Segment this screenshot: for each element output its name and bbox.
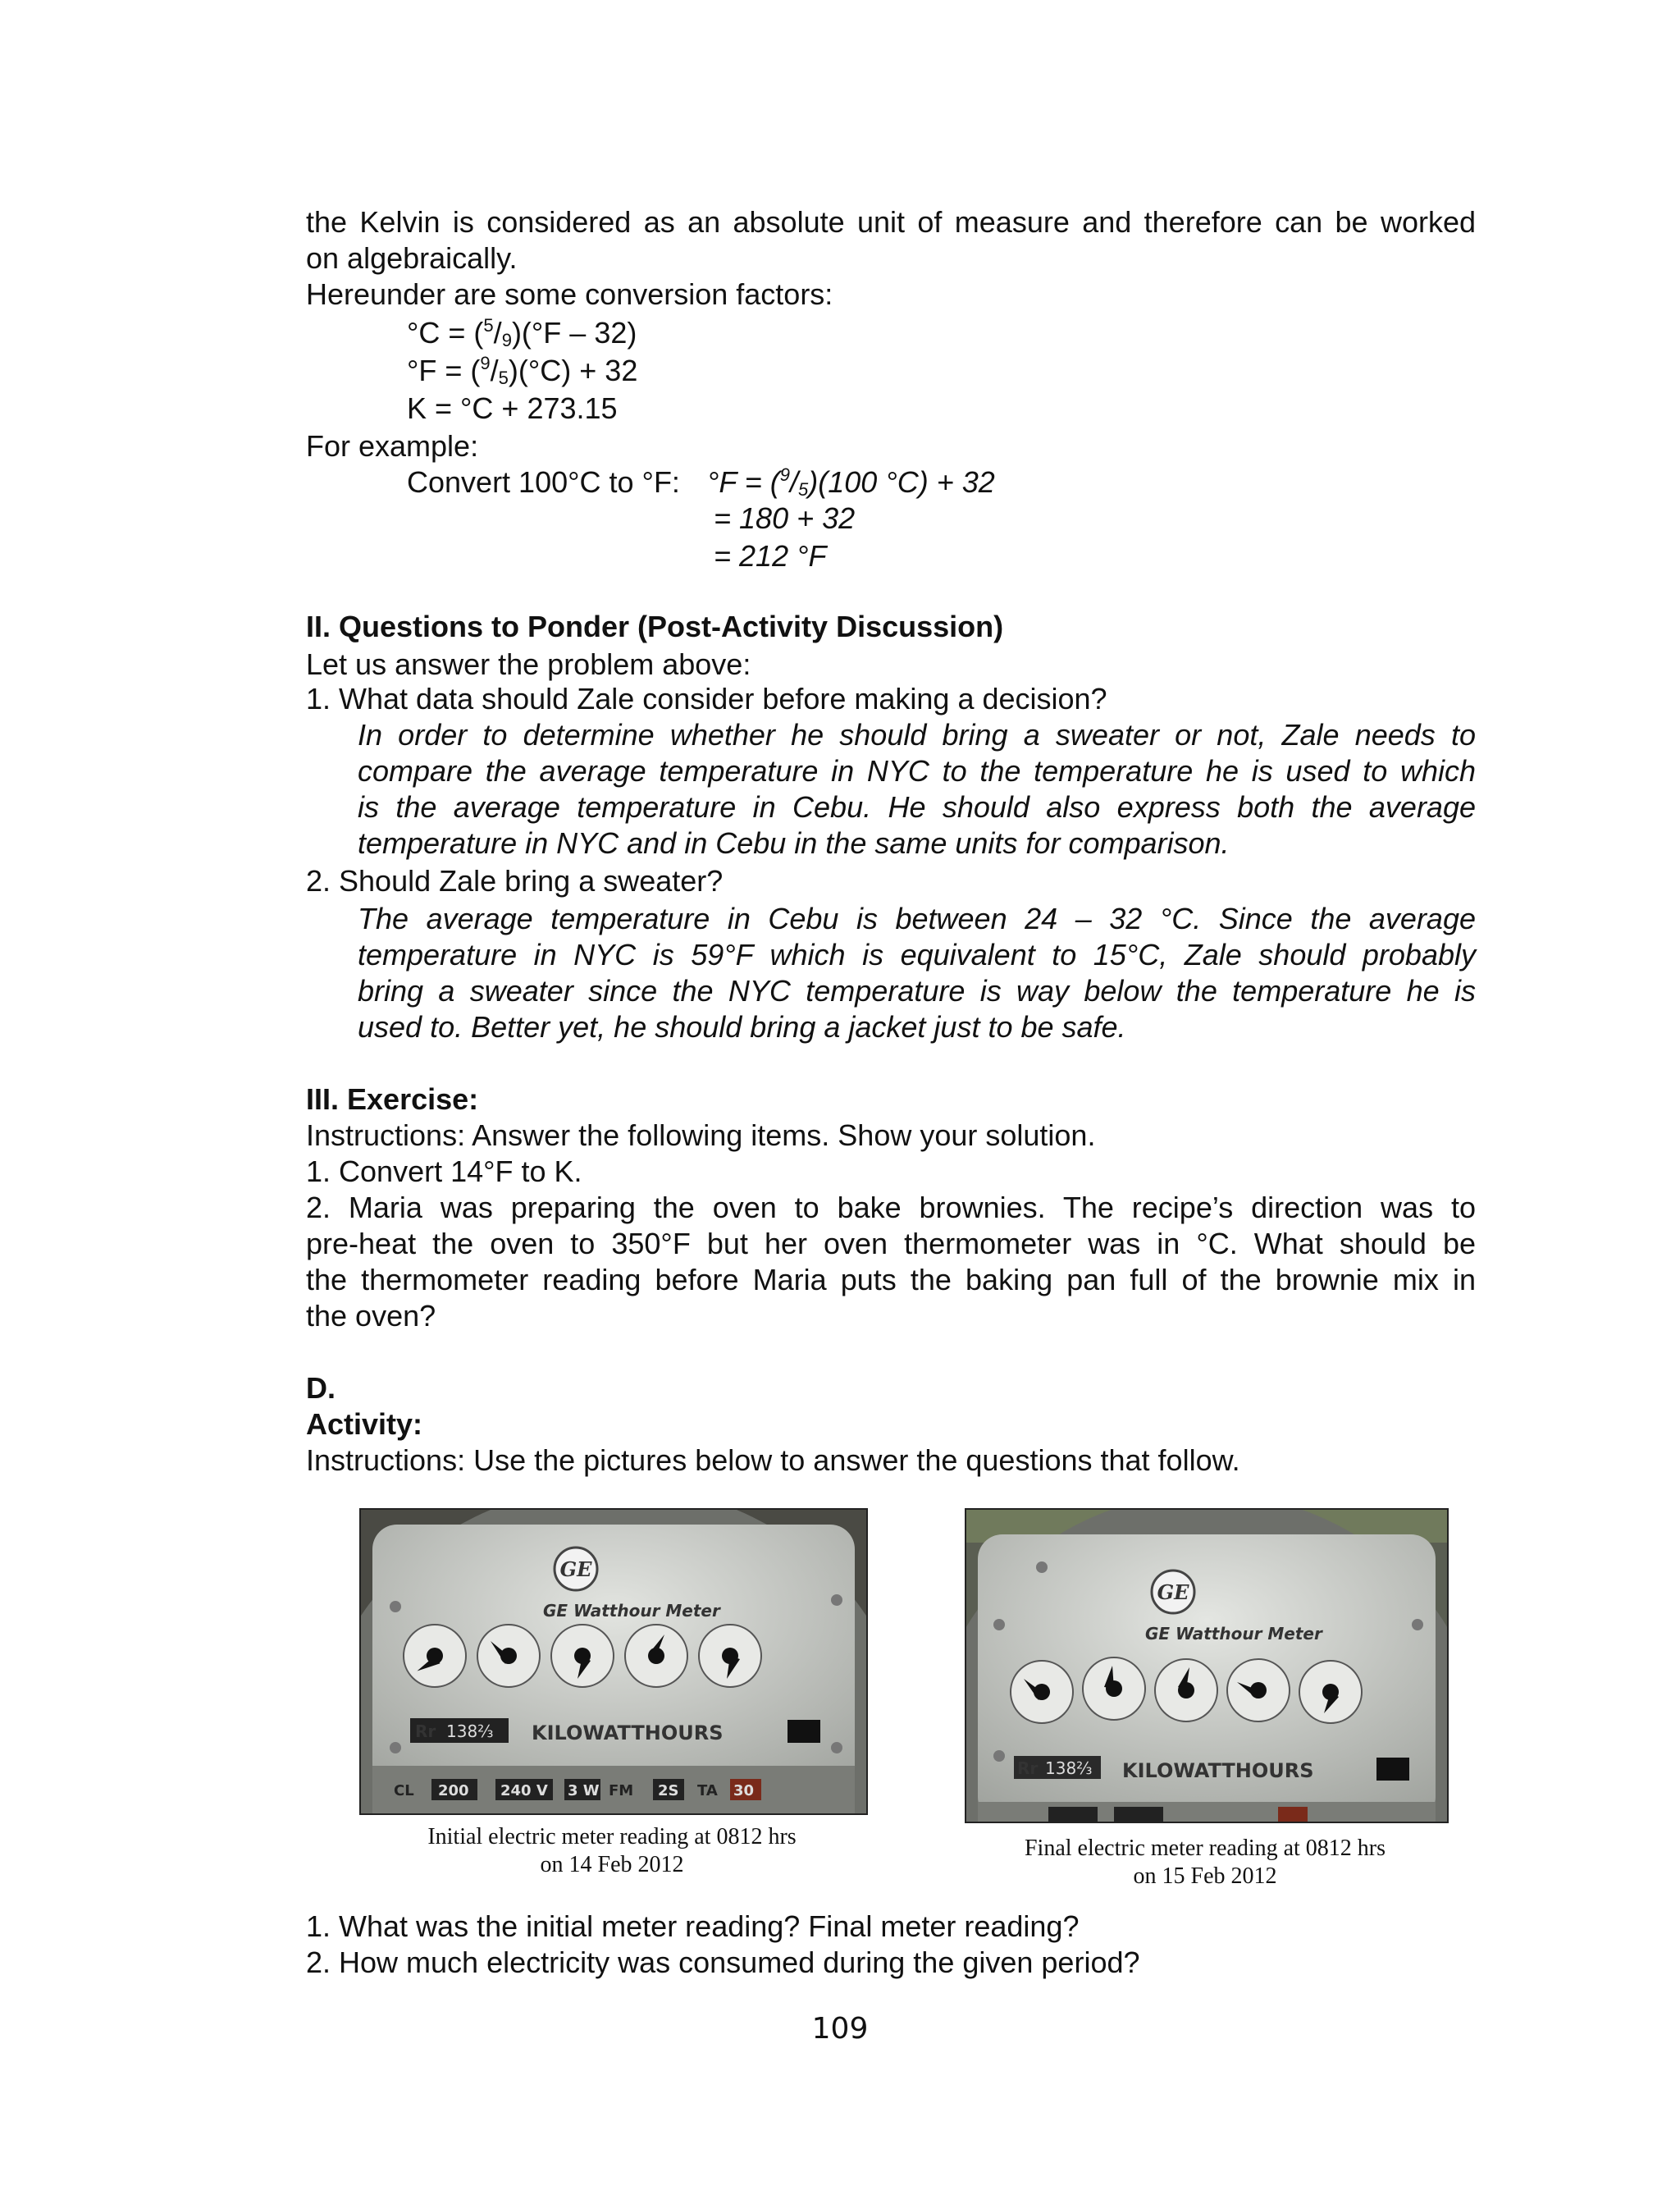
svg-text:Rr: Rr bbox=[415, 1721, 436, 1741]
question-2: 2. Should Zale bring a sweater? bbox=[306, 864, 724, 898]
exercise-item-2-line-2: pre-heat the oven to 350°F but her oven thermometer was in °C. What should be bbox=[306, 1227, 1476, 1260]
page-number: 109 bbox=[811, 2012, 869, 2046]
svg-text:GE: GE bbox=[1157, 1580, 1189, 1604]
example-step-1: $^\circ F = (^9/_5)(100$ °C) + 32 bbox=[707, 464, 995, 500]
svg-text:KILOWATTHOURS: KILOWATTHOURS bbox=[532, 1721, 724, 1744]
meter-caption-initial-line-2: on 14 Feb 2012 bbox=[540, 1852, 684, 1877]
svg-text:GE Watthour Meter: GE Watthour Meter bbox=[1145, 1624, 1322, 1644]
meter-caption-final bbox=[965, 1835, 1445, 1891]
formula-fahrenheit: $^\circ F = (^9/_5)(^\circ C) + 32$ bbox=[407, 353, 638, 388]
svg-text:138⅔: 138⅔ bbox=[446, 1721, 494, 1741]
exercise-item-2-line-4: the oven? bbox=[306, 1299, 436, 1333]
intro-line-1: the Kelvin is considered as an absolute unit of measure and therefore can be worked bbox=[306, 205, 1476, 239]
exercise-item-2-line-1: 2. Maria was preparing the oven to bake brownies. The recipe’s direction was to bbox=[306, 1191, 1476, 1224]
exercise-item-2-line-3: the thermometer reading before Maria puts the baking pan full of the brownie mix in bbox=[306, 1263, 1476, 1296]
intro-line-3: Hereunder are some conversion factors: bbox=[306, 277, 833, 311]
meter-illustration-final bbox=[966, 1510, 1447, 1822]
answer-1-line-3: is the average temperature in Cebu. He should also express both the average bbox=[358, 790, 1476, 824]
example-label: For example: bbox=[306, 429, 479, 463]
svg-text:30: 30 bbox=[733, 1782, 755, 1799]
meter-photo-final bbox=[965, 1508, 1449, 1823]
section-d-heading: Activity: bbox=[306, 1407, 423, 1441]
activity-question-2: 2. How much electricity was consumed during the given period? bbox=[306, 1945, 1140, 1979]
svg-text:TA: TA bbox=[697, 1782, 718, 1799]
example-prompt: Convert 100°C to °F: bbox=[407, 465, 680, 499]
svg-text:FM: FM bbox=[609, 1782, 634, 1799]
svg-text:240 V: 240 V bbox=[500, 1782, 548, 1799]
section-d-letter: D. bbox=[306, 1371, 336, 1405]
svg-text:138⅔: 138⅔ bbox=[1045, 1758, 1093, 1778]
section-3-instructions: Instructions: Answer the following items. Show your solution. bbox=[306, 1118, 1096, 1152]
svg-text:GE Watthour Meter: GE Watthour Meter bbox=[543, 1601, 720, 1621]
svg-text:GE: GE bbox=[559, 1557, 592, 1581]
answer-2-line-1: The average temperature in Cebu is between 24 – 32 °C. Since the average bbox=[358, 902, 1476, 935]
section-3-heading: III. Exercise: bbox=[306, 1082, 479, 1116]
activity-question-1: 1. What was the initial meter reading? Final meter reading? bbox=[306, 1909, 1080, 1943]
section-d-instructions: Instructions: Use the pictures below to answer the questions that follow. bbox=[306, 1443, 1240, 1477]
answer-2-line-3: bring a sweater since the NYC temperature is way below the temperature he is bbox=[358, 974, 1476, 1008]
example-step-2: = 180 + 32 bbox=[714, 501, 856, 535]
svg-text:Rr: Rr bbox=[1017, 1758, 1039, 1778]
answer-2-line-2: temperature in NYC is 59°F which is equivalent to 15°C, Zale should probably bbox=[358, 938, 1476, 972]
section-2-heading: II. Questions to Ponder (Post-Activity Discussion) bbox=[306, 610, 1004, 643]
svg-text:3 W: 3 W bbox=[568, 1782, 600, 1799]
exercise-item-1: 1. Convert 14°F to K. bbox=[306, 1154, 582, 1188]
answer-1-line-1: In order to determine whether he should bring a sweater or not, Zale needs to bbox=[358, 718, 1476, 752]
meter-caption-initial-line-1: Initial electric meter reading at 0812 hrs bbox=[427, 1824, 797, 1849]
answer-1-line-2: compare the average temperature in NYC to the temperature he is used to which bbox=[358, 754, 1476, 788]
formula-celsius: $^\circ C = (^5/_9)(^\circ F - 32)$ bbox=[407, 315, 637, 350]
question-1: 1. What data should Zale consider before making a decision? bbox=[306, 682, 1107, 716]
meter-photo-initial bbox=[359, 1508, 868, 1815]
svg-text:200: 200 bbox=[438, 1782, 469, 1799]
meter-caption-final-line-2: on 15 Feb 2012 bbox=[1133, 1863, 1277, 1889]
example-step-3: = 212 °F bbox=[714, 539, 827, 573]
answer-2-line-4: used to. Better yet, he should bring a jacket just to be safe. bbox=[358, 1010, 1126, 1044]
section-2-intro: Let us answer the problem above: bbox=[306, 647, 751, 681]
svg-text:CL: CL bbox=[394, 1782, 414, 1799]
meter-caption-initial bbox=[359, 1823, 865, 1879]
svg-text:2S: 2S bbox=[658, 1782, 679, 1799]
meter-illustration-initial bbox=[361, 1510, 866, 1813]
formula-kelvin: K = °C + 273.15 bbox=[407, 391, 618, 425]
intro-line-2: on algebraically. bbox=[306, 241, 518, 275]
answer-1-line-4: temperature in NYC and in Cebu in the same units for comparison. bbox=[358, 826, 1230, 860]
meter-caption-final-line-1: Final electric meter reading at 0812 hrs bbox=[1024, 1836, 1386, 1861]
svg-text:KILOWATTHOURS: KILOWATTHOURS bbox=[1122, 1759, 1314, 1782]
